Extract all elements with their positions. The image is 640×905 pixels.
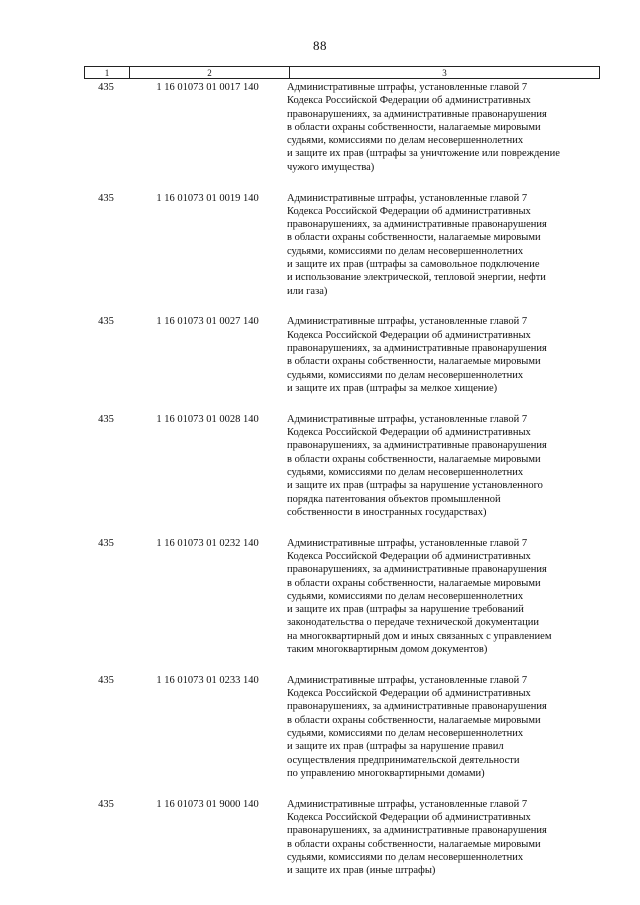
description-line: Кодекса Российской Федерации об административных xyxy=(287,329,531,341)
description-line: на многоквартирный дом и иных связанных с управлением xyxy=(287,630,552,642)
description-line: в области охраны собственности, налагаемые мировыми xyxy=(287,838,541,850)
description-line: или газа) xyxy=(287,285,328,297)
admin-code-cell: 435 xyxy=(98,82,114,93)
description-line: судьями, комиссиями по делам несовершеннолетних xyxy=(287,590,524,602)
description-line: и защите их прав (штрафы за нарушение установленного xyxy=(287,480,543,492)
table-row xyxy=(84,192,600,298)
description-line: по управлению многоквартирными домами) xyxy=(287,767,485,779)
description-line: таким многоквартирным домом документов) xyxy=(287,643,488,655)
budget-code-cell: 1 16 01073 01 0232 140 xyxy=(156,537,259,549)
description-cell xyxy=(287,413,600,519)
description-line: Кодекса Российской Федерации об административных xyxy=(287,811,531,823)
description-line: судьями, комиссиями по делам несовершеннолетних xyxy=(287,851,524,863)
table-row xyxy=(84,798,600,878)
description-line: Административные штрафы, установленные главой 7 xyxy=(287,674,528,686)
description-line: судьями, комиссиями по делам несовершеннолетних xyxy=(287,245,524,257)
description-line: в области охраны собственности, налагаемые мировыми xyxy=(287,714,541,726)
table-body xyxy=(84,81,600,895)
description-line: осуществления предпринимательской деятельности xyxy=(287,754,520,766)
description-cell xyxy=(287,81,600,174)
budget-code-cell: 1 16 01073 01 0019 140 xyxy=(156,192,259,204)
description-cell xyxy=(287,192,600,298)
budget-code-cell: 1 16 01073 01 0028 140 xyxy=(156,413,259,425)
header-column-1: 1 xyxy=(85,67,130,78)
table-row xyxy=(84,81,600,174)
description-line: правонарушениях, за административные правонарушения xyxy=(287,440,547,452)
description-line: в области охраны собственности, налагаемые мировыми xyxy=(287,577,541,589)
description-line: судьями, комиссиями по делам несовершеннолетних xyxy=(287,369,524,381)
admin-code-cell: 435 xyxy=(98,413,114,425)
description-line: Административные штрафы, установленные главой 7 xyxy=(287,798,528,810)
table-row xyxy=(84,537,600,657)
admin-code-cell: 435 xyxy=(98,537,114,549)
description-line: судьями, комиссиями по делам несовершеннолетних xyxy=(287,135,524,147)
admin-code-cell: 435 xyxy=(98,798,114,810)
description-line: в области охраны собственности, налагаемые мировыми xyxy=(287,232,541,244)
page-number: 88 xyxy=(313,38,327,53)
admin-code-cell: 435 xyxy=(98,316,114,328)
description-cell xyxy=(287,315,600,395)
description-line: Кодекса Российской Федерации об административных xyxy=(287,550,531,562)
description-line: в области охраны собственности, налагаемые мировыми xyxy=(287,453,541,465)
table-row xyxy=(84,413,600,519)
description-line: и защите их прав (штрафы за нарушение требований xyxy=(287,604,524,616)
description-line: Административные штрафы, установленные главой 7 xyxy=(287,82,528,93)
header-column-3: 3 xyxy=(442,67,447,78)
description-cell xyxy=(287,798,600,878)
description-line: и использование электрической, тепловой энергии, нефти xyxy=(287,272,546,284)
budget-code-cell: 1 16 01073 01 0027 140 xyxy=(156,316,259,328)
description-line: Кодекса Российской Федерации об административных xyxy=(287,688,531,700)
description-line: правонарушениях, за административные правонарушения xyxy=(287,108,547,120)
description-line: чужого имущества) xyxy=(287,161,375,173)
description-line: Административные штрафы, установленные главой 7 xyxy=(287,537,528,549)
description-line: и защите их прав (штрафы за нарушение правил xyxy=(287,741,504,753)
description-line: правонарушениях, за административные правонарушения xyxy=(287,219,547,231)
description-line: Административные штрафы, установленные главой 7 xyxy=(287,316,528,328)
admin-code-cell: 435 xyxy=(98,674,114,686)
description-line: Кодекса Российской Федерации об административных xyxy=(287,95,531,107)
description-line: в области охраны собственности, налагаемые мировыми xyxy=(287,121,541,133)
budget-code-cell: 1 16 01073 01 0233 140 xyxy=(156,674,259,686)
description-line: Кодекса Российской Федерации об административных xyxy=(287,427,531,439)
table-row xyxy=(84,674,600,780)
budget-code-cell: 1 16 01073 01 0017 140 xyxy=(156,82,259,93)
description-line: и защите их прав (штрафы за самовольное подключение xyxy=(287,259,540,271)
description-line: судьями, комиссиями по делам несовершеннолетних xyxy=(287,727,524,739)
description-line: правонарушениях, за административные правонарушения xyxy=(287,343,547,355)
description-cell xyxy=(287,674,600,780)
budget-code-cell: 1 16 01073 01 9000 140 xyxy=(156,798,259,810)
header-column-2: 2 xyxy=(130,67,290,78)
description-line: Кодекса Российской Федерации об административных xyxy=(287,205,531,217)
description-line: и защите их прав (иные штрафы) xyxy=(287,865,436,877)
description-line: судьями, комиссиями по делам несовершеннолетних xyxy=(287,466,524,478)
description-line: правонарушениях, за административные правонарушения xyxy=(287,564,547,576)
description-line: и защите их прав (штрафы за мелкое хищение) xyxy=(287,382,498,394)
description-line: порядка патентования объектов промышленной xyxy=(287,493,501,505)
description-line: правонарушениях, за административные правонарушения xyxy=(287,825,547,837)
description-line: собственности в иностранных государствах) xyxy=(287,506,487,518)
description-line: правонарушениях, за административные правонарушения xyxy=(287,701,547,713)
description-line: законодательства о передаче технической документации xyxy=(287,617,539,629)
description-line: Административные штрафы, установленные главой 7 xyxy=(287,192,528,204)
table-row xyxy=(84,315,600,395)
description-line: и защите их прав (штрафы за уничтожение или повреждение xyxy=(287,148,560,160)
description-cell xyxy=(287,537,600,657)
description-line: в области охраны собственности, налагаемые мировыми xyxy=(287,356,541,368)
admin-code-cell: 435 xyxy=(98,192,114,204)
table-header xyxy=(84,66,600,79)
description-line: Административные штрафы, установленные главой 7 xyxy=(287,413,528,425)
